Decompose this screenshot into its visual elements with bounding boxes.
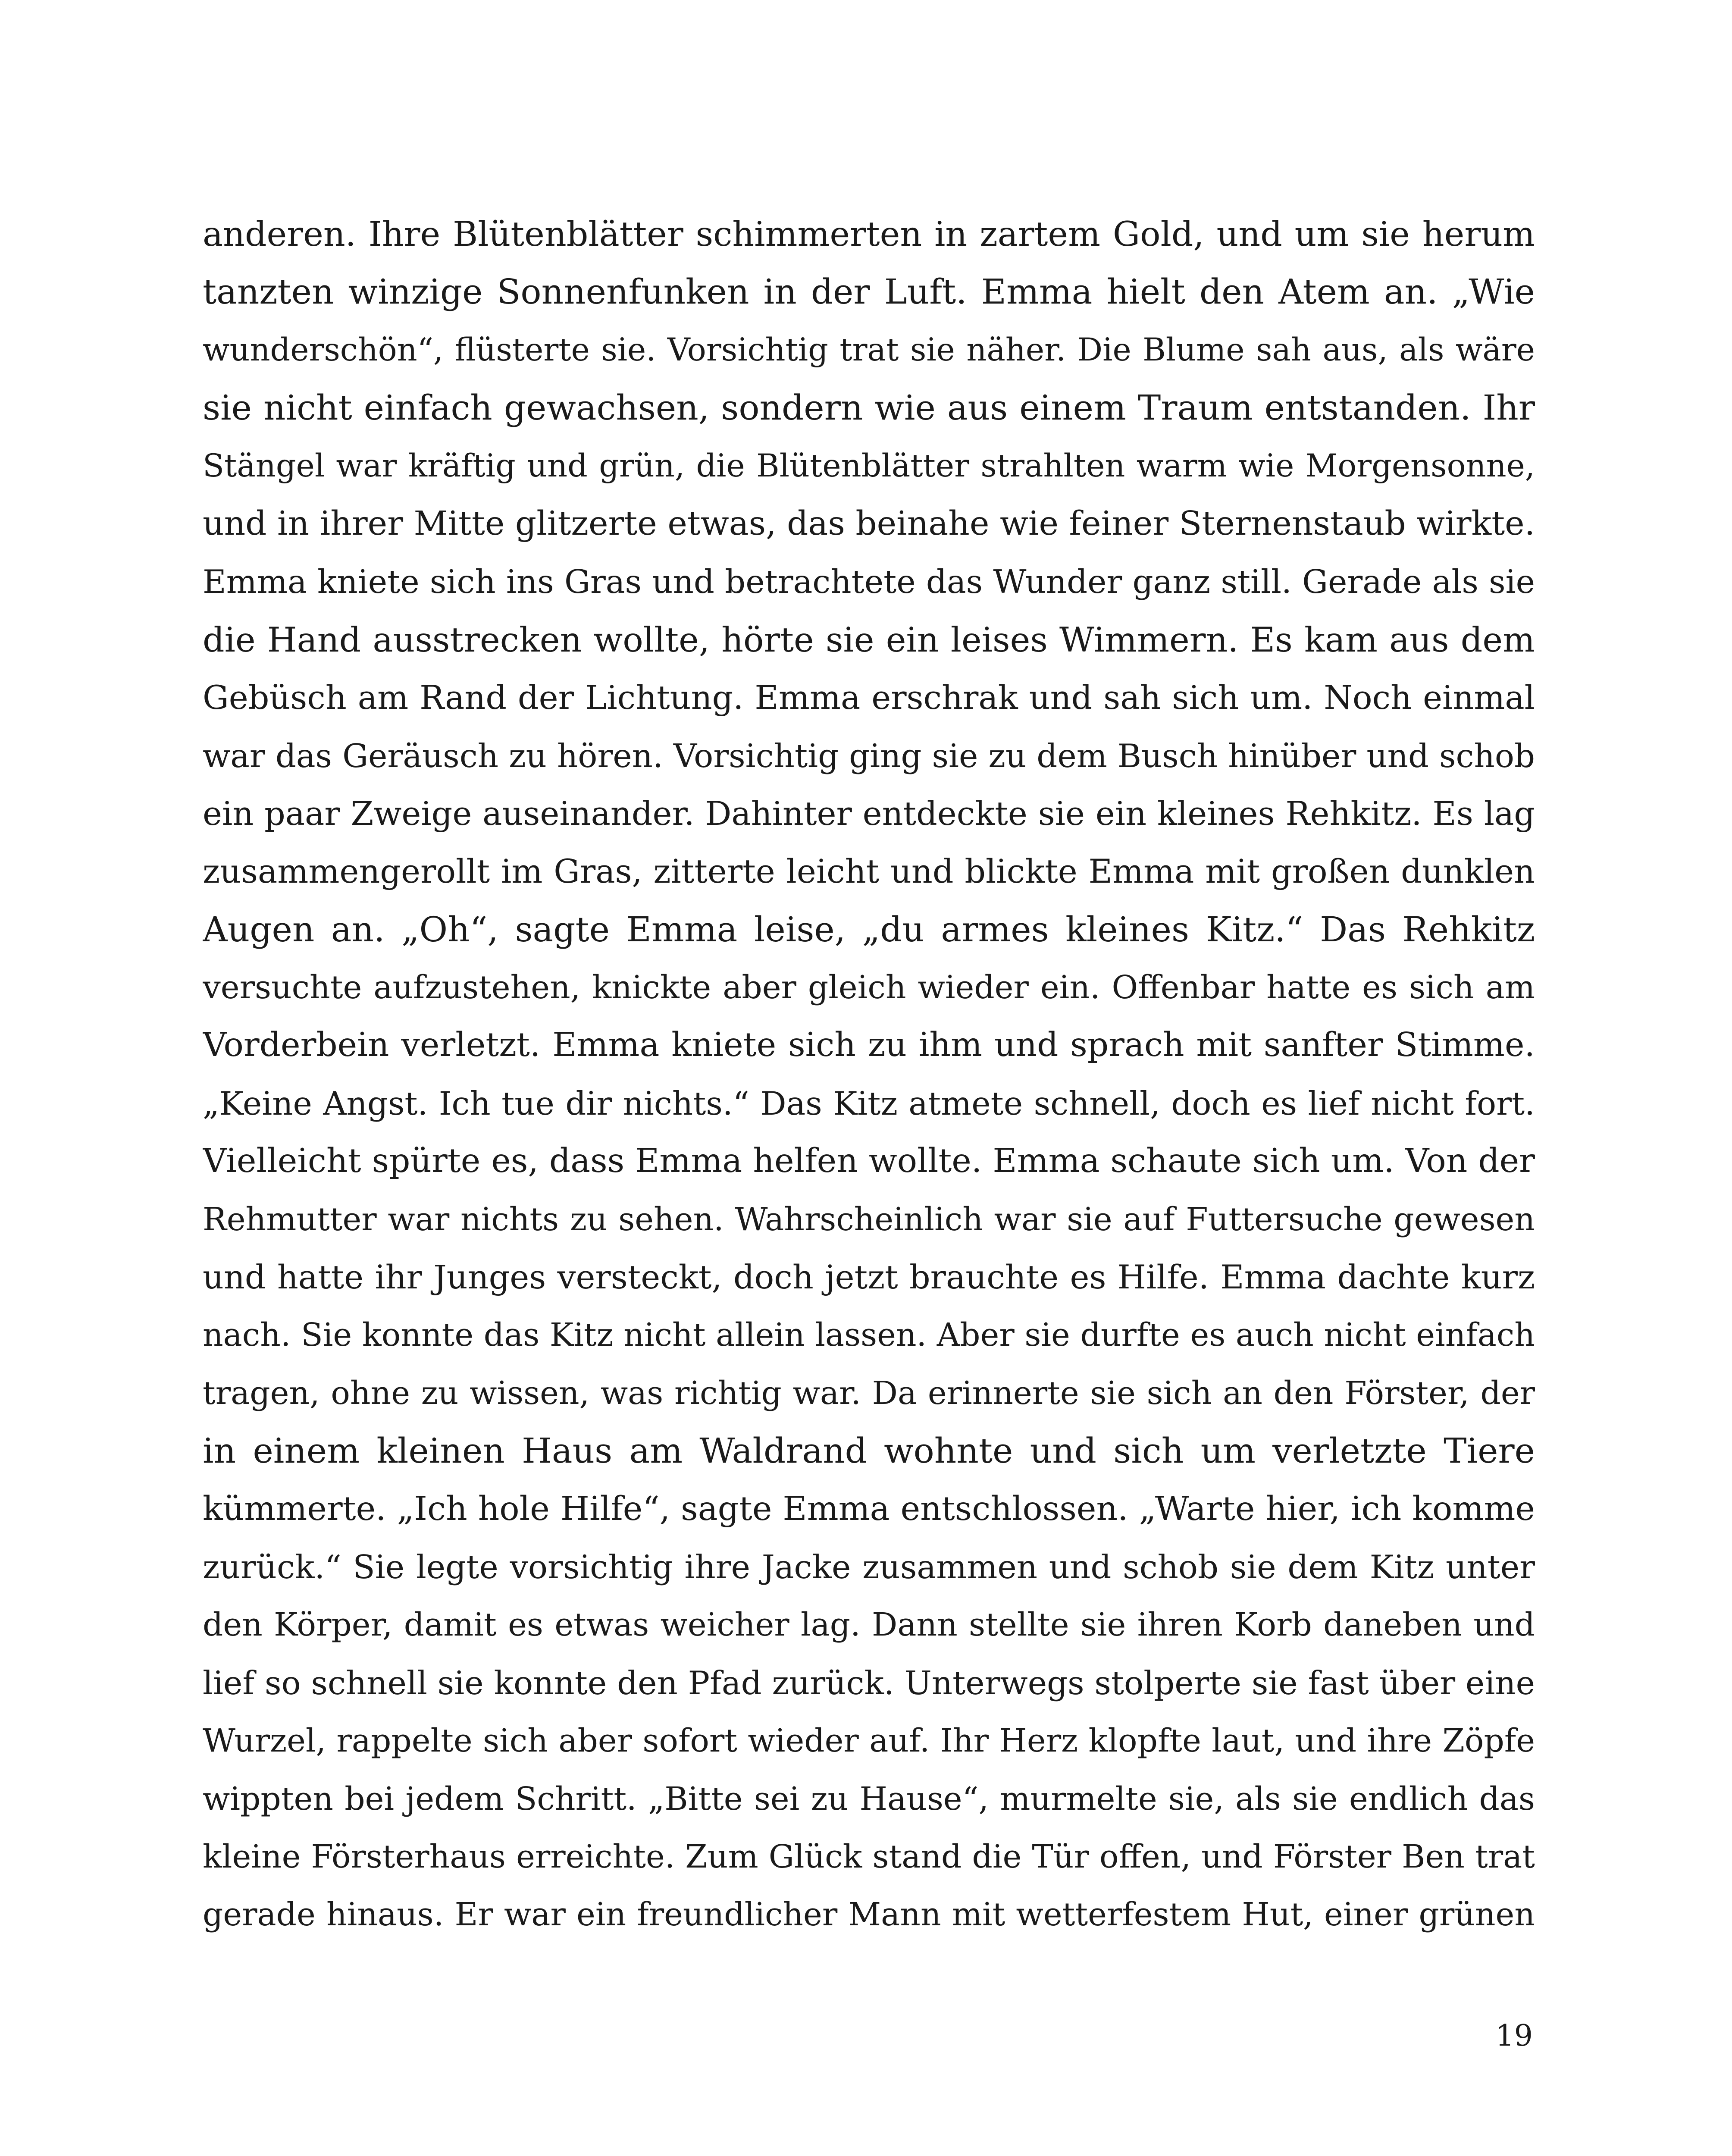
text-line: und in ihrer Mitte glitzerte etwas, das beinahe wie feiner Sternenstaub wirkte.	[203, 504, 1535, 543]
text-line: die Hand ausstrecken wollte, hörte sie ein leises Wimmern. Es kam aus dem	[203, 620, 1535, 660]
text-line: Vorderbein verletzt. Emma kniete sich zu ihm und sprach mit sanfter Stimme.	[203, 1026, 1535, 1065]
text-line: sie nicht einfach gewachsen, sondern wie aus einem Traum entstanden. Ihr	[203, 388, 1535, 428]
text-line: gerade hinaus. Er war ein freundlicher Mann mit wetterfestem Hut, einer grünen	[203, 1896, 1535, 1934]
text-line: zurück.“ Sie legte vorsichtig ihre Jacke zusammen und schob sie dem Kitz unter	[203, 1548, 1535, 1586]
text-line: anderen. Ihre Blütenblätter schimmerten in zartem Gold, und um sie herum	[203, 214, 1535, 254]
text-line: den Körper, damit es etwas weicher lag. Dann stellte sie ihren Korb daneben und	[203, 1606, 1535, 1644]
text-line: kleine Försterhaus erreichte. Zum Glück stand die Tür offen, und Förster Ben trat	[203, 1838, 1535, 1875]
text-line: Emma kniete sich ins Gras und betrachtete das Wunder ganz still. Gerade als sie	[203, 563, 1535, 601]
text-line: Vielleicht spürte es, dass Emma helfen wollte. Emma schaute sich um. Von der	[203, 1142, 1535, 1181]
text-line: wunderschön“, flüsterte sie. Vorsichtig trat sie näher. Die Blume sah aus, als wäre	[203, 331, 1535, 368]
text-line: tragen, ohne zu wissen, was richtig war. Da erinnerte sie sich an den Förster, der	[203, 1374, 1535, 1412]
text-line: Stängel war kräftig und grün, die Blütenblätter strahlten warm wie Morgensonne,	[203, 447, 1535, 484]
text-line: Augen an. „Oh“, sagte Emma leise, „du armes kleines Kitz.“ Das Rehkitz	[203, 909, 1535, 950]
text-line: tanzten winzige Sonnenfunken in der Luft. Emma hielt den Atem an. „Wie	[203, 272, 1535, 312]
text-line: lief so schnell sie konnte den Pfad zurück. Unterwegs stolperte sie fast über eine	[203, 1664, 1535, 1702]
text-line: Wurzel, rappelte sich aber sofort wieder auf. Ihr Herz klopfte laut, und ihre Zöpfe	[203, 1722, 1535, 1760]
text-line: kümmerte. „Ich hole Hilfe“, sagte Emma entschlossen. „Warte hier, ich komme	[203, 1489, 1535, 1528]
text-line: und hatte ihr Junges versteckt, doch jetzt brauchte es Hilfe. Emma dachte kurz	[203, 1258, 1535, 1297]
text-line: zusammengerollt im Gras, zitterte leicht und blickte Emma mit großen dunklen	[203, 852, 1535, 891]
text-line: in einem kleinen Haus am Waldrand wohnte und sich um verletzte Tiere	[203, 1431, 1535, 1471]
text-line: versuchte aufzustehen, knickte aber gleich wieder ein. Offenbar hatte es sich am	[203, 969, 1535, 1006]
text-line: Rehmutter war nichts zu sehen. Wahrscheinlich war sie auf Futtersuche gewesen	[203, 1200, 1535, 1238]
text-line: nach. Sie konnte das Kitz nicht allein lassen. Aber sie durfte es auch nicht einfach	[203, 1316, 1535, 1354]
text-line: war das Geräusch zu hören. Vorsichtig ging sie zu dem Busch hinüber und schob	[203, 736, 1535, 775]
text-line: „Keine Angst. Ich tue dir nichts.“ Das Kitz atmete schnell, doch es lief nicht fort.	[203, 1084, 1535, 1122]
text-line: wippten bei jedem Schritt. „Bitte sei zu Hause“, murmelte sie, als sie endlich das	[203, 1780, 1535, 1818]
page-number: 19	[1495, 2019, 1533, 2053]
body-text	[203, 205, 1535, 1944]
text-line: Gebüsch am Rand der Lichtung. Emma erschrak und sah sich um. Noch einmal	[203, 678, 1535, 717]
text-line: ein paar Zweige auseinander. Dahinter entdeckte sie ein kleines Rehkitz. Es lag	[203, 794, 1535, 833]
